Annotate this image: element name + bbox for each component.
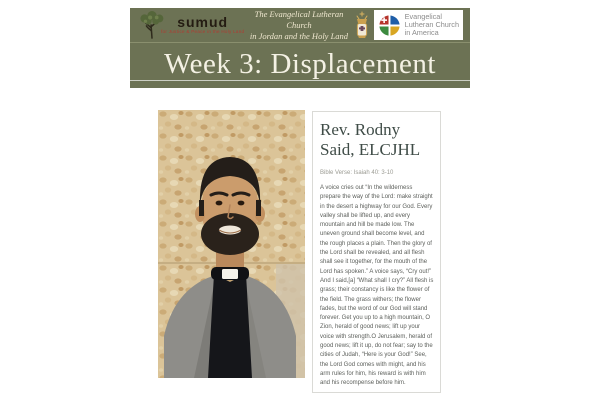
elca-cross-icon <box>378 14 401 37</box>
week-banner <box>130 43 470 88</box>
profile-name: Rev. Rodny Said, ELCJHL <box>320 120 421 159</box>
sumud-wordmark: sumud <box>177 14 229 30</box>
sumud-logo <box>137 11 244 39</box>
elca-name-line1: Evangelical <box>404 11 442 21</box>
elcjhl-crest-icon <box>354 11 370 39</box>
logo-row <box>130 8 470 43</box>
elca-name <box>405 13 459 38</box>
priest-portrait-photo <box>158 110 305 378</box>
banner-title: Week 3: Displacement <box>164 48 436 80</box>
sumud-tagline: for Justice & Peace in the Holy Land <box>161 29 245 34</box>
elcjhl-church-name-line1: The Evangelical Lutheran Church <box>254 8 344 30</box>
profile-card <box>312 111 441 393</box>
banner-divider <box>130 80 470 81</box>
elca-name-line2: Lutheran Church <box>404 19 459 29</box>
scripture-text: A voice cries out “In the wilderness prepare the way of the Lord: make straight in the desert a highway for our God. Every valley shall be lifted up, and every mountain and hill be made low. The uneven ground shall become level, and the rough places a plain. Then the glory of the Lord shall be revealed, and all flesh shall see it together, for the mouth of the Lord has spoken.” A voice says, “Cry out!” And I said,[a] “What shall I cry?” All flesh is grass; their constancy is like the flower of the field. The grass withers; the flower fades, but the word of our God will stand forever. Get you up to a high mountain, O Zion, herald of good news; lift up your voice with strength.O Jerusalem, herald of good news; lift it up, do not fear; say to the cities of Judah, “Here is your God!” See, the Lord God comes with might, and his arm rules for him, his reward is with him and his recompense before him. <box>320 185 434 387</box>
priest-portrait-image <box>158 110 305 378</box>
elcjhl-church-name <box>244 9 353 42</box>
sumud-wordmark-block <box>161 16 244 34</box>
elca-name-line3: in America <box>404 28 439 38</box>
elca-logo <box>374 10 463 40</box>
elcjhl-church-name-line2: in Jordan and the Holy Land <box>249 30 349 41</box>
newsletter-header <box>130 8 470 88</box>
bible-verse-label: Bible Verse: Isaiah 40: 3-10 <box>320 170 394 176</box>
